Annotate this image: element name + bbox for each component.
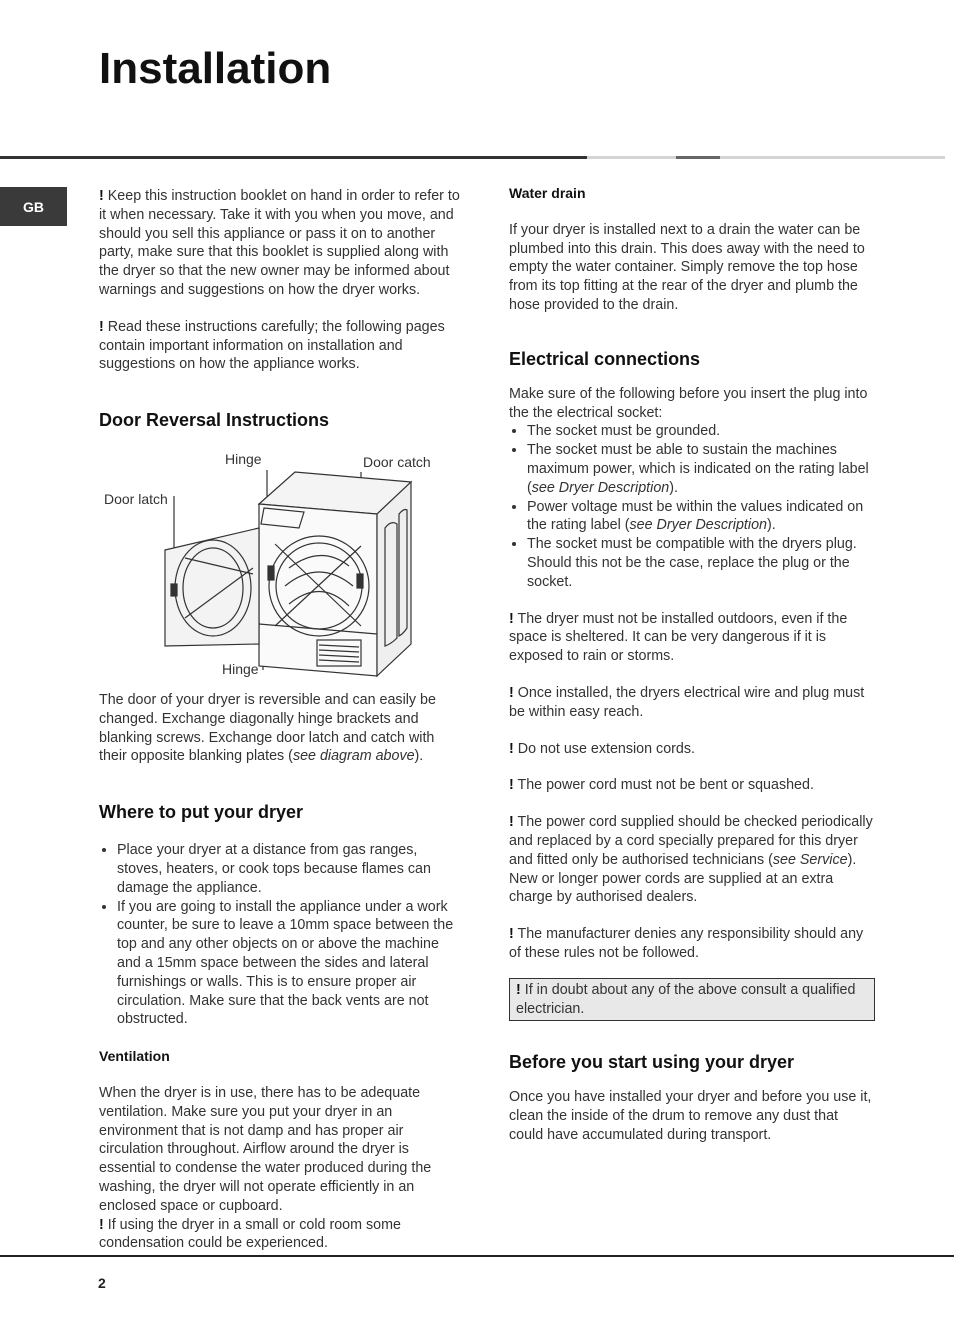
where-to-put-heading: Where to put your dryer [99, 802, 304, 823]
warning-mark: ! [509, 777, 514, 794]
warning-note-4: ! The power cord must not be bent or squashed. [509, 777, 814, 794]
warning-note-6: ! The manufacturer denies any responsibility should any of these rules not be followed. [509, 926, 864, 961]
right-column [509, 184, 875, 1145]
list-item: • The socket must be able to sustain the machines maximum power, which is indicated on the rating label (see Dryer Description). [527, 441, 875, 497]
dryer-illustration [99, 448, 459, 683]
warning-note-3: ! Do not use extension cords. [509, 740, 695, 757]
water-drain-heading: Water drain [509, 185, 586, 201]
header-rule-mid [676, 156, 720, 159]
ventilation-text: When the dryer is in use, there has to be adequate ventilation. Make sure you put your dryer in an environment that is not damp and has proper air circulation throughout. Airflow around the dryer is essential to condense the water produced during the washing, the dryer will not operate efficiently in an enclosed space or cupboard. [99, 1084, 432, 1214]
label-door-catch: Door catch [363, 454, 431, 470]
language-tab [0, 187, 67, 226]
placement-list [99, 841, 465, 1029]
list-item: • Place your dryer at a distance from gas ranges, stoves, heaters, or cook tops because flames can damage the appliance. [117, 841, 465, 897]
warning-mark: ! [509, 610, 514, 627]
page-title: Installation [99, 44, 332, 93]
list-item: • The socket must be compatible with the dryers plug. Should this not be the case, replace the plug or the socket. [527, 535, 875, 591]
warning-mark: ! [509, 814, 514, 831]
label-door-latch: Door latch [104, 491, 168, 507]
list-item: • The socket must be grounded. [527, 422, 875, 441]
warning-note-5: ! The power cord supplied should be checked periodically and replaced by a cord specially prepared for this dryer and fitted only be authorised technicians (see Service). New or longer power cords are supplied at an extra charge by authorised dealers. [509, 814, 873, 906]
intro-note-2: ! Read these instructions carefully; the following pages contain important information on installation and suggestions on how the appliance works. [99, 318, 445, 373]
before-use-text: Once you have installed your dryer and before you use it, clean the inside of the drum to remove any dust that could have accumulated during transport. [509, 1089, 872, 1143]
door-reversal-heading: Door Reversal Instructions [99, 410, 330, 431]
electrical-intro: Make sure of the following before you insert the plug into the the electrical socket: [509, 385, 868, 421]
warning-mark: ! [516, 981, 521, 998]
electrical-list [509, 422, 875, 591]
ventilation-heading: Ventilation [99, 1048, 170, 1065]
warning-mark: ! [99, 318, 104, 335]
warning-note-1: ! The dryer must not be installed outdoors, even if the space is sheltered. It can be very dangerous if it is exposed to rain or storms. [509, 610, 848, 665]
water-drain-text: If your dryer is installed next to a drain the water can be plumbed into this drain. This does away with the need to empty the water container. Simply remove the top hose from its top fitting at the rear of the dryer and plumb the hose provided to the drain. [509, 221, 865, 313]
label-hinge-bottom: Hinge [222, 661, 259, 677]
header-rule-dark [0, 156, 587, 159]
door-reversal-text: The door of your dryer is reversible and can easily be changed. Exchange diagonally hinge brackets and blanking screws. Exchange door latch and catch with their opposite blanking plates (see diagram above). [99, 692, 436, 765]
warning-mark: ! [99, 188, 104, 204]
list-item: • If you are going to install the appliance under a work counter, be sure to leave a 10mm space between the top and any other objects on or above the machine and a 15mm space between the sides and lateral furnishings or walls. This is to ensure proper air circulation. Make sure that the back vents are not obstructed. [117, 898, 465, 1030]
list-item: • Power voltage must be within the values indicated on the rating label (see Dryer Description). [527, 498, 875, 536]
warning-mark: ! [509, 926, 514, 943]
label-hinge-top: Hinge [225, 451, 262, 467]
warning-mark: ! [509, 684, 514, 701]
before-use-heading: Before you start using your dryer [509, 1052, 795, 1073]
language-tab-label: GB [23, 198, 44, 215]
warning-mark: ! [509, 740, 514, 757]
electrical-heading: Electrical connections [509, 348, 701, 369]
ventilation-note: ! If using the dryer in a small or cold room some condensation could be experienced. [99, 1216, 401, 1252]
header-rule-light [587, 156, 676, 159]
page-number: 2 [98, 1275, 106, 1291]
footer-rule [0, 1255, 954, 1257]
intro-note-1: ! Keep this instruction booklet on hand in order to refer to it when necessary. Take it with you when you move, and should you sell this appliance or pass it on to another party, make sure that this booklet is supplied along with the dryer so that the new owner may be informed about warnings and suggestions on how the dryer works. [99, 188, 460, 298]
header-rule-light-2 [720, 156, 945, 159]
warning-note-2: ! Once installed, the dryers electrical wire and plug must be within easy reach. [509, 684, 865, 720]
boxed-warning: ! If in doubt about any of the above consult a qualified electrician. [509, 978, 875, 1022]
warning-mark: ! [99, 1216, 104, 1233]
door-reversal-diagram [99, 448, 459, 683]
left-column [99, 187, 465, 431]
left-column-lower [99, 691, 465, 1253]
